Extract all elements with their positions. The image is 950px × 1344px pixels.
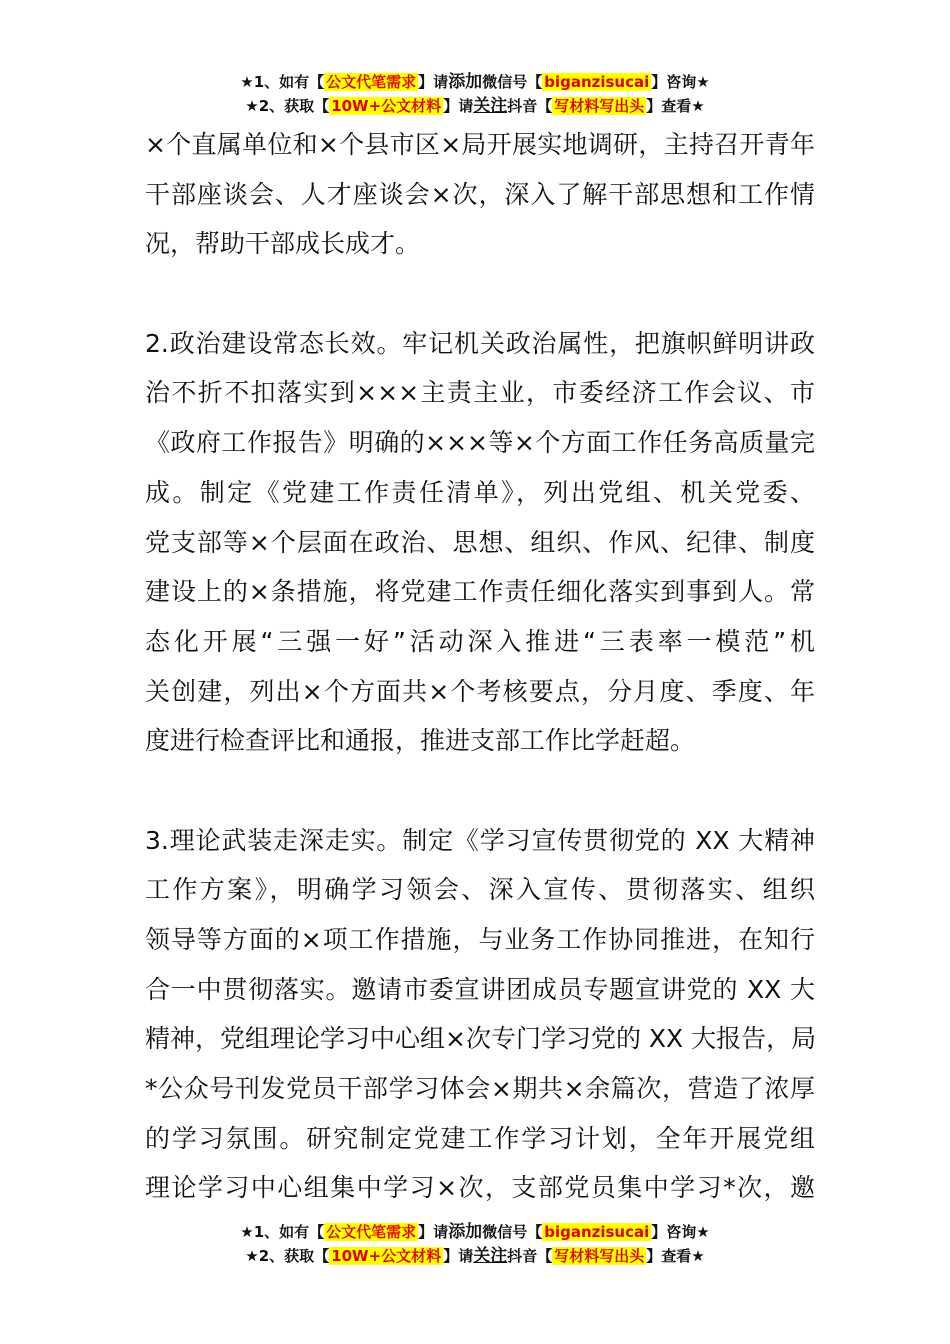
highlight-wechat-id: biganzisucai [544,1223,650,1241]
highlight-service: 公文代笔需求 [326,1223,417,1241]
banner-line-1: ★1、如有【 公文代笔需求 】请添加微信号【 biganzisucai 】咨询★ [240,72,710,92]
paragraph-gap [145,269,815,319]
highlight-materials: 10W+公文材料 [331,97,442,115]
text-line: 《政府工作报告》明确的×××等×个方面工作任务高质量完 [145,428,815,458]
text-line: 合一中贯彻落实。邀请市委宣讲团成员专题宣讲党的 XX 大 [145,974,815,1004]
highlight-douyin: 写材料写出头 [554,97,645,115]
banner-line-1: ★1、如有【 公文代笔需求 】请添加微信号【 biganzisucai 】咨询★ [240,1222,710,1242]
banner-line-2: ★2、获取【 10W+公文材料 】请关注抖音【 写材料写出头 】查看★ [245,1246,705,1266]
highlight-douyin: 写材料写出头 [554,1247,645,1265]
text-line: 3.理论武装走深走实。制定《学习宣传贯彻党的 XX 大精神 [145,825,815,855]
highlight-materials: 10W+公文材料 [331,1247,442,1265]
text-line: *公众号刊发党员干部学习体会×期共×余篇次，营造了浓厚 [145,1074,815,1104]
text-line: 2.政治建设常态长效。牢记机关政治属性，把旗帜鲜明讲政 [145,328,815,358]
highlight-service: 公文代笔需求 [326,73,417,91]
text-line: 度进行检查评比和通报，推进支部工作比学赶超。 [145,726,696,756]
text-line: 成。制定《党建工作责任清单》，列出党组、机关党委、 [145,477,815,507]
text-line: 的学习氛围。研究制定党建工作学习计划，全年开展党组 [145,1123,815,1153]
text-line: 党支部等×个层面在政治、思想、组织、作风、纪律、制度 [145,527,815,557]
text-line: 干部座谈会、人才座谈会×次，深入了解干部思想和工作情 [145,179,815,209]
highlight-wechat-id: biganzisucai [544,73,650,91]
text-line: 态化开展“三强一好”活动深入推进“三表率一模范”机 [145,626,815,656]
text-line: 治不折不扣落实到×××主责主业，市委经济工作会议、市 [145,378,815,408]
text-line: 关创建，列出×个方面共×个考核要点，分月度、季度、年 [145,676,815,706]
text-line: 建设上的×条措施，将党建工作责任细化落实到事到人。常 [145,577,815,607]
banner-line-2: ★2、获取【 10W+公文材料 】请关注抖音【 写材料写出头 】查看★ [245,96,705,116]
header-banner [0,70,950,118]
document-body [145,120,815,1213]
text-line: 理论学习中心组集中学习×次，支部党员集中学习*次，邀 [145,1173,815,1203]
text-line: 领导等方面的×项工作措施，与业务工作协同推进，在知行 [145,925,815,954]
paragraph-2 [145,319,815,766]
text-line: 工作方案》，明确学习领会、深入宣传、贯彻落实、组织 [145,875,815,905]
text-line: 精神，党组理论学习中心组×次专门学习党的 XX 大报告，局 [145,1024,817,1054]
paragraph-3 [145,816,815,1214]
text-line: 况，帮助干部成长成才。 [145,229,421,259]
paragraph-1 [145,120,815,269]
paragraph-gap [145,766,815,816]
footer-banner [0,1220,950,1268]
text-line: ×个直属单位和×个县市区×局开展实地调研，主持召开青年 [145,130,815,159]
